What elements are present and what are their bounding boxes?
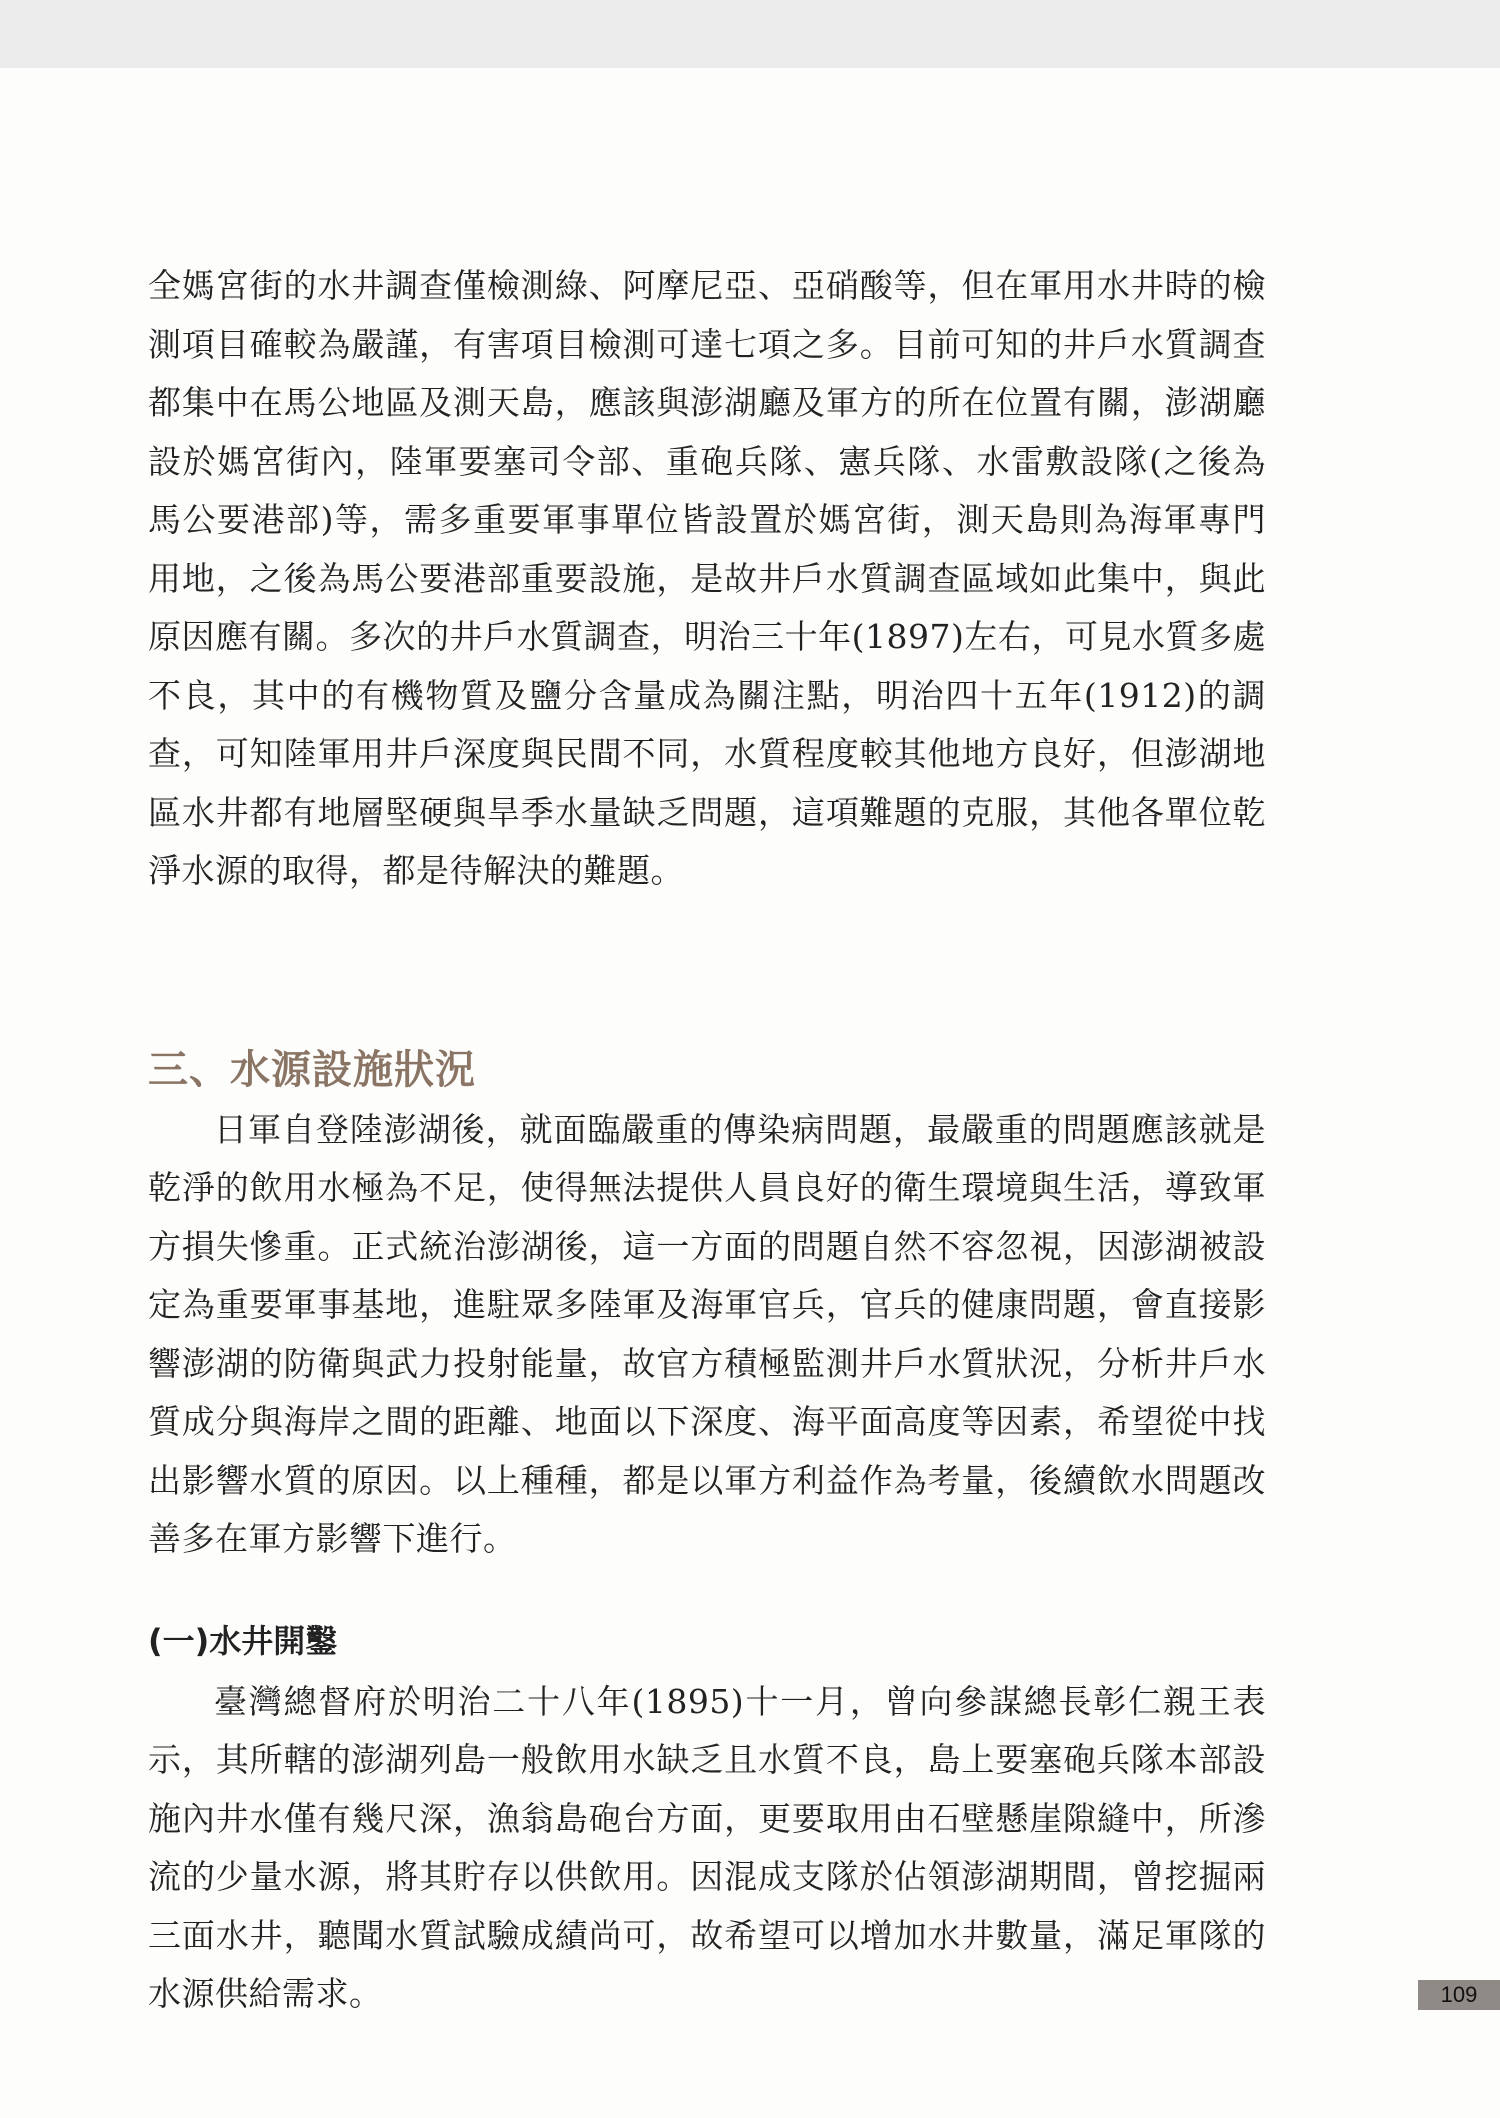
intro-paragraph: 全媽宮街的水井調查僅檢測綠、阿摩尼亞、亞硝酸等，但在軍用水井時的檢測項目確較為嚴謹，有害項目檢測可達七項之多。目前可知的井戶水質調查都集中在馬公地區及測天島，應該與澎湖廳及軍方的所在位置有關，澎湖廳設於媽宮街內，陸軍要塞司令部、重砲兵隊、憲兵隊、水雷敷設隊(之後為馬公要港部)等，需多重要軍事單位皆設置於媽宮街，測天島則為海軍專門用地，之後為馬公要港部重要設施，是故井戶水質調查區域如此集中，與此原因應有關。多次的井戶水質調查，明治三十年(1897)左右，可見水質多處不良，其中的有機物質及鹽分含量成為關注點，明治四十五年(1912)的調查，可知陸軍用井戶深度與民間不同，水質程度較其他地方良好，但澎湖地區水井都有地層堅硬與旱季水量缺乏問題，這項難題的克服，其他各單位乾淨水源的取得，都是待解決的難題。 [148,266,1266,890]
scan-top-band [0,0,1500,68]
section-body-paragraph: 日軍自登陸澎湖後，就面臨嚴重的傳染病問題，最嚴重的問題應該就是乾淨的飲用水極為不足，使得無法提供人員良好的衛生環境與生活，導致軍方損失慘重。正式統治澎湖後，這一方面的問題自然不容忽視，因澎湖被設定為重要軍事基地，進駐眾多陸軍及海軍官兵，官兵的健康問題，會直接影響澎湖的防衛與武力投射能量，故官方積極監測井戶水質狀況，分析井戶水質成分與海岸之間的距離、地面以下深度、海平面高度等因素，希望從中找出影響水質的原因。以上種種，都是以軍方利益作為考量，後續飲水問題改善多在軍方影響下進行。 [148,1109,1266,1558]
subsection-body-paragraph: 臺灣總督府於明治二十八年(1895)十一月，曾向參謀總長彰仁親王表示，其所轄的澎湖列島一般飲用水缺乏且水質不良，島上要塞砲兵隊本部設施內井水僅有幾尺深，漁翁島砲台方面，更要取用由石壁懸崖隙縫中，所滲流的少量水源，將其貯存以供飲用。因混成支隊於佔領澎湖期間，曾挖掘兩三面水井，聽聞水質試驗成績尚可，故希望可以增加水井數量，滿足軍隊的水源供給需求。 [148,1681,1266,2013]
page-body [148,257,1266,2024]
page-number-badge: 109 [1418,1980,1500,2010]
section-heading: 三、水源設施狀況 [148,1046,476,1093]
subsection-heading: (一)水井開鑿 [148,1621,338,1660]
